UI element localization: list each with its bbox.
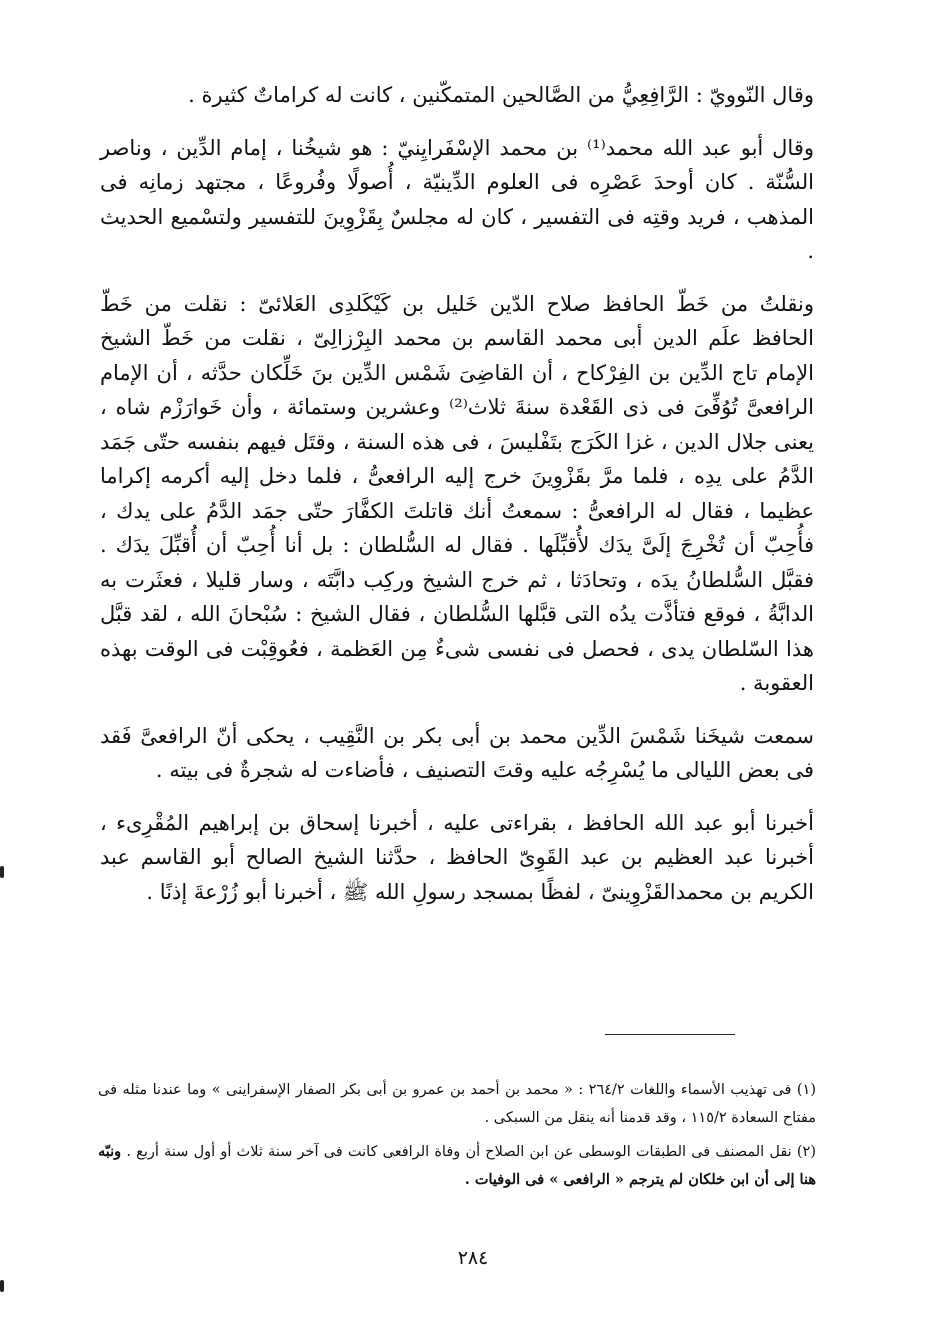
paragraph-nawawi: وقال النّوويّ : الرَّافِعِيُّ من الصَّالحين المتمكّنين ، كانت له كراماتٌ كثيرة . — [188, 83, 814, 107]
footnote-2 — [98, 1138, 816, 1194]
scan-edge-mark — [0, 866, 4, 878]
footnote-divider — [605, 1034, 735, 1035]
scan-edge-mark-bottom — [0, 1280, 4, 1292]
main-text — [100, 78, 814, 927]
paragraph-ibn-naqib: سمعت شيخَنا شَمْسَ الدِّين محمد بن أبى بكر بن النَّقِيب ، يحكى أنّ الرافعىَّ فَقد فى بعض الليالى ما يُسْرِجُه عليه وقتَ التصنيف ، فأضاءت له شجرةٌ فى بيته . — [100, 723, 814, 782]
page-number: ٢٨٤ — [457, 1247, 489, 1269]
footnote-2-note: ونبّه هنا إلى أن ابن خلكان لم يترجم « الرافعى » فى الوفيات . — [98, 1143, 816, 1188]
paragraph-isnad: أخبرنا أبو عبد الله الحافظ ، بقراءتى عليه ، أخبرنا إسحاق بن إبراهيم المُقْرِىء ، أخبرنا عبد العظيم بن عبد القَوِىّ الحافظ ، حدَّثنا الشيخ الصالح أبو القاسم عبد الكريم بن محمدالقَزْوِينىّ ، لفظًا بمسجد رسولِ الله ﷺ ، أخبرنا أبو زُرْعةَ إذنًا . — [100, 810, 814, 904]
footnote-1: (١) فى تهذيب الأسماء واللغات ٢٦٤/٢ : « محمد بن أحمد بن عمرو بن أبى بكر الصفار الإسفراينى » وما عندنا مثله فى مفتاح السعادة ١١٥/٢ ، وقد قدمنا أنه ينقل من السبكى . — [98, 1082, 816, 1126]
footnotes — [98, 1076, 816, 1200]
footnote-2-text: (٢) نقل المصنف فى الطبقات الوسطى عن ابن الصلاح أن وفاة الرافعى كانت فى آخر سنة ثلاث أو أول سنة أربع . — [126, 1144, 817, 1160]
paragraph-isfaraini: وقال أبو عبد الله محمد⁽¹⁾ بن محمد الإسْفَرايِنيّ : هو شيخُنا ، إمام الدِّين ، وناصر السُّنّة . كان أوحدَ عَصْرِه فى العلوم الدِّينيّة ، أُصولًا وفُروعًا ، مجتهد زمانِه فى المذهب ، فريد وقتِه فى التفسير ، كان له مجلسٌ بِقَزْوِينَ للتفسير ولتسْميع الحديث . — [100, 135, 815, 263]
paragraph-alai-narration: ونقلتُ من خَطّ الحافظ صلاح الدّين خَليل بن كَيْكَلدِى العَلائىّ : نقلت من خَطّ الحافظ علَم الدين أبى محمد القاسم بن محمد البِرْزالِىّ ، نقلت من خَطّ الشيخ الإمام تاج الدِّين بن الفِرْكاح ، أن القاضِىَ شَمْس الدِّين بنَ خَلِّكان حدَّثه ، أن الإمام الرافعىَّ تُوُفِّىَ فى ذى القَعْدة سنةَ ثلاث⁽²⁾ وعشرين وستمائة ، وأن خَوارَزْم شاه ، يعنى جلال الدين ، غزا الكَرَج بتَفْليسَ ، فى هذه السنة ، وقتَل فيهم بنفسه حتّى جَمَد الدَّمُ على يدِه ، فلما مرَّ بقَزْوِينَ خرج إليه الرافعىُّ ، فلما دخل إليه أكرمه إكراما عظيما ، فقال له الرافعىُّ : سمعتُ أنك قاتلتَ الكفَّارَ حتّى جمَد الدَّمُ على يدك ، فأُحِبّ أن تُخْرِجَ إلَىَّ يدَك لأُقبِّلَها . فقال له السُّلطان : بل أنا أُحِبّ أن أُقبِّلَ يدَك . فقبَّل السُّلطانُ يدَه ، وتحادَثا ، ثم خرج الشيخ وركِب دابَّتَه ، وسار قليلا ، فعثَرت به الدابَّةُ ، فوقع فتأذَّت يدُه التى قبَّلها السُّلطان ، فقال الشيخ : سُبْحانَ الله ، لقد قبَّل هذا السّلطان يدى ، فحصل فى نفسى شىءٌ مِن العَظمة ، فعُوقِبْت فى الوقت بهذه العقوبة . — [100, 291, 814, 695]
